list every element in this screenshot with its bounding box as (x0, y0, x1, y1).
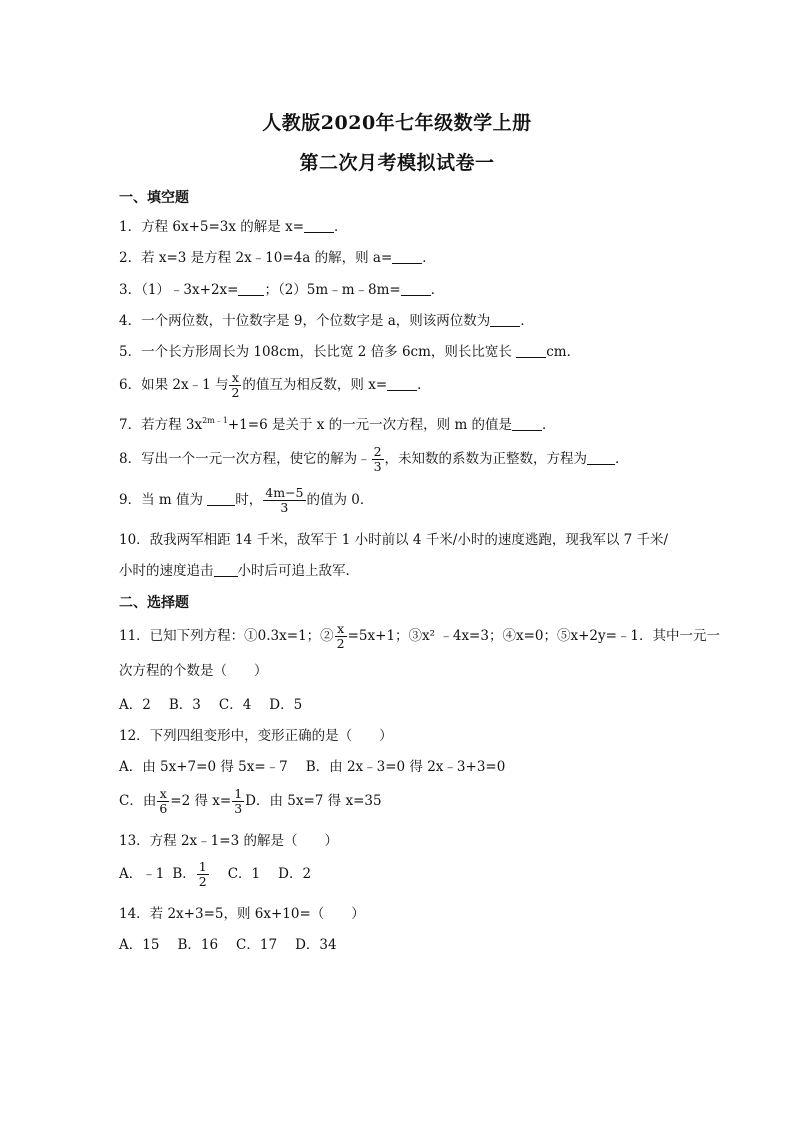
question-14-options (119, 936, 355, 954)
answer-blank[interactable] (387, 376, 417, 391)
answer-blank[interactable] (392, 249, 422, 264)
question-6: 6．如果 2x﹣1 与 $\frac{x}{2}$ 的值互为相反数，则 x= ． (119, 370, 431, 400)
option-c[interactable]: C．1 (227, 866, 261, 882)
section-fill-blank: 一、填空题 (119, 190, 189, 206)
fraction: $\frac{2}{3}$ (373, 444, 382, 474)
option-d[interactable]: D．2 (278, 866, 312, 882)
option-a[interactable]: A．由 5x+7=0 得 5x=﹣7 (119, 759, 288, 775)
question-10-line-1: 10．敌我两军相距 14 千米，敌军于 1 小时前以 4 千米/小时的速度逃跑，现我军以 7 千米/ (119, 532, 669, 548)
fraction: $\frac{1}{2}$ (198, 859, 207, 889)
question-4: 4．一个两位数，十位数字是 9，个位数字是 a，则该两位数为 ． (119, 313, 534, 329)
option-c[interactable]: C．由 $\frac{x}{6}$ =2 得 x= $\frac{1}{3}$ (119, 786, 243, 816)
question-9: 9．当 m 值为 时， $\frac{4m-5}{3}$ 的值为 0． (119, 485, 374, 515)
fraction: $\frac{x}{2}$ (336, 621, 345, 651)
question-10-line-2: 小时的速度追击 小时后可追上敌军． (119, 563, 359, 579)
answer-blank[interactable] (238, 281, 264, 296)
page-title: 人教版2020年七年级数学上册 (262, 112, 532, 134)
question-12-options-cd (119, 787, 382, 816)
option-a[interactable]: A．﹣1 (119, 866, 165, 882)
question-11: 11．已知下列方程：①0.3x=1；② $\frac{x}{2}$ =5x+1；③x² ﹣4x=3；④x=0；⑤x+2y=﹣1．其中一元一 (119, 621, 721, 651)
answer-blank[interactable] (207, 491, 235, 506)
section-multiple-choice: 二、选择题 (119, 595, 189, 611)
question-11-options (119, 696, 320, 714)
fraction: $\frac{x}{6}$ (159, 786, 168, 816)
option-d[interactable]: D．34 (295, 937, 337, 953)
option-d[interactable]: D．由 5x=7 得 x=35 (245, 793, 382, 809)
question-1: 1．方程 6x+5=3x 的解是 x= ． (119, 219, 348, 235)
question-2: 2．若 x=3 是方程 2x﹣10=4a 的解，则 a= ． (119, 250, 436, 266)
question-12: 12．下列四组变形中，变形正确的是（ ） (119, 728, 393, 744)
option-d[interactable]: D．5 (269, 697, 303, 713)
fraction: $\frac{1}{3}$ (234, 786, 243, 816)
option-a[interactable]: A．2 (119, 697, 151, 713)
question-13: 13．方程 2x﹣1=3 的解是（ ） (119, 833, 338, 849)
fraction: $\frac{x}{2}$ (231, 370, 240, 400)
question-11-line-2: 次方程的个数是（ ） (119, 663, 268, 679)
answer-blank[interactable] (214, 562, 238, 577)
answer-blank[interactable] (516, 343, 546, 358)
option-b[interactable]: B． $\frac{1}{2}$ (172, 859, 207, 889)
question-7: 7．若方程 $3x^{2m﹣1}+1=6$ 是关于 x 的一元一次方程，则 m 的值是 ． (119, 416, 556, 433)
answer-blank[interactable] (490, 312, 520, 327)
option-b[interactable]: B．3 (168, 697, 201, 713)
option-b[interactable]: B．由 2x﹣3=0 得 2x﹣3+3=0 (305, 759, 506, 775)
option-b[interactable]: B．16 (177, 937, 219, 953)
page-subtitle: 第二次月考模拟试卷一 (299, 152, 495, 174)
option-a[interactable]: A．15 (119, 937, 160, 953)
question-8: 8．写出一个一元一次方程，使它的解为﹣ $\frac{2}{3}$ ，未知数的系数为正整数，方程为 ． (119, 444, 629, 474)
question-3: 3．（1）﹣3x+2x= ；（2）5m﹣m﹣8m= ． (119, 282, 445, 298)
answer-blank[interactable] (512, 416, 542, 431)
fraction: $\frac{4m-5}{3}$ (265, 485, 304, 515)
answer-blank[interactable] (304, 218, 334, 233)
question-14: 14．若 2x+3=5，则 6x+10=（ ） (119, 906, 365, 922)
question-12-options-ab (119, 758, 505, 776)
question-13-options (119, 860, 329, 889)
option-c[interactable]: C．4 (218, 697, 252, 713)
answer-blank[interactable] (587, 450, 615, 465)
question-5: 5．一个长方形周长为 108cm，长比宽 2 倍多 6cm，则长比宽长 cm． (119, 344, 581, 360)
answer-blank[interactable] (401, 281, 431, 296)
option-c[interactable]: C．17 (236, 937, 278, 953)
